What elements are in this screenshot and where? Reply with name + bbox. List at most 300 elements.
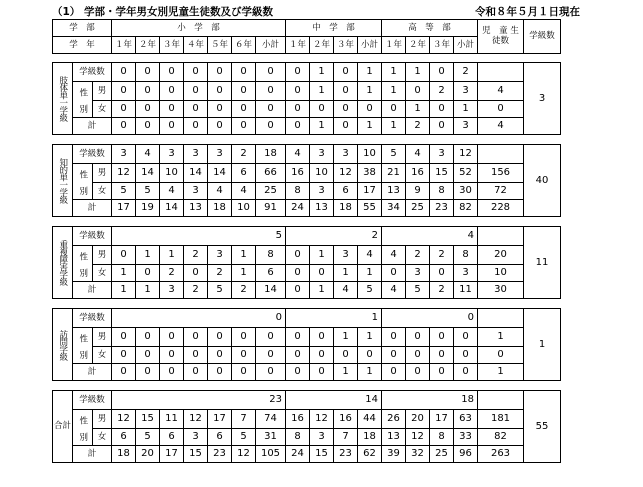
class-count-cell: 3: [334, 145, 358, 164]
count-cell: 3: [208, 246, 232, 265]
count-cell: 0: [256, 328, 286, 347]
count-cell: 0: [382, 347, 406, 364]
spacer-cell: [53, 381, 561, 391]
count-cell: 13: [310, 200, 334, 217]
count-cell: 0: [160, 82, 184, 101]
count-cell: 0: [406, 82, 430, 101]
count-cell: 6: [256, 265, 286, 282]
female-row: [53, 265, 561, 282]
count-cell: 1: [334, 364, 358, 381]
count-cell: 0: [310, 364, 334, 381]
count-cell: 2: [430, 282, 454, 299]
spacer-cell: [53, 135, 561, 145]
gender-label: 性 別: [73, 410, 93, 446]
class-count-cell: 0: [136, 63, 160, 82]
count-cell: 0: [112, 328, 136, 347]
group-name: 肢体単一学級: [53, 63, 73, 135]
grade-col-header: ３年: [160, 37, 184, 54]
count-cell: 13: [184, 200, 208, 217]
class-count-subtotal: 23: [112, 391, 286, 410]
gakubu-header: 学 部: [53, 20, 112, 37]
class-count-row: [53, 309, 561, 328]
count-cell: 14: [136, 164, 160, 183]
count-cell: 0: [286, 364, 310, 381]
count-cell: 5: [136, 183, 160, 200]
count-cell: 17: [430, 410, 454, 429]
count-cell: 0: [136, 347, 160, 364]
count-cell: 0: [232, 364, 256, 381]
students-header: 児 童 生徒数: [478, 20, 524, 54]
students-total: 82: [478, 429, 524, 446]
count-cell: 0: [256, 82, 286, 101]
count-cell: 8: [256, 246, 286, 265]
count-cell: 13: [382, 183, 406, 200]
count-cell: 33: [454, 429, 478, 446]
count-cell: 15: [430, 164, 454, 183]
count-cell: 0: [406, 364, 430, 381]
grade-col-header: １年: [112, 37, 136, 54]
class-count-label: 学級数: [73, 63, 112, 82]
count-cell: 1: [136, 282, 160, 299]
class-count-cell: 4: [406, 145, 430, 164]
grade-col-header: ２年: [310, 37, 334, 54]
as-of-date: 令和８年５月１日現在: [475, 6, 580, 18]
gender-sub-label: 女: [93, 101, 112, 118]
count-cell: 30: [454, 183, 478, 200]
count-cell: 0: [286, 328, 310, 347]
group-class-total: 3: [524, 63, 561, 135]
count-cell: 0: [430, 347, 454, 364]
student-count-table: [52, 19, 561, 463]
count-cell: 0: [382, 265, 406, 282]
count-cell: 0: [454, 328, 478, 347]
group-name: 訪問学級: [53, 309, 73, 381]
count-cell: 2: [430, 82, 454, 101]
gender-sub-label: 女: [93, 265, 112, 282]
count-cell: 5: [406, 282, 430, 299]
grade-col-header: ５年: [208, 37, 232, 54]
class-count-cell: 18: [256, 145, 286, 164]
students-total: 0: [478, 347, 524, 364]
count-cell: 0: [382, 328, 406, 347]
count-cell: 2: [430, 246, 454, 265]
count-cell: 26: [382, 410, 406, 429]
total-label: 計: [73, 282, 112, 299]
count-cell: 63: [454, 410, 478, 429]
students-total: 263: [478, 446, 524, 463]
class-count-cell: 0: [160, 63, 184, 82]
count-cell: 0: [286, 265, 310, 282]
count-cell: 1: [160, 246, 184, 265]
count-cell: 4: [382, 282, 406, 299]
count-cell: 8: [286, 429, 310, 446]
count-cell: 5: [136, 429, 160, 446]
grade-col-header: ６年: [232, 37, 256, 54]
count-cell: 2: [208, 265, 232, 282]
count-cell: 0: [406, 328, 430, 347]
count-cell: 18: [208, 200, 232, 217]
count-cell: 8: [430, 183, 454, 200]
count-cell: 0: [358, 101, 382, 118]
count-cell: 0: [232, 82, 256, 101]
count-cell: 25: [256, 183, 286, 200]
count-cell: 6: [232, 164, 256, 183]
class-count-cell: 3: [310, 145, 334, 164]
class-count-row: [53, 145, 561, 164]
class-count-cell: 4: [136, 145, 160, 164]
class-count-cell: 0: [232, 63, 256, 82]
count-cell: 3: [406, 265, 430, 282]
count-cell: 17: [358, 183, 382, 200]
count-cell: 4: [232, 183, 256, 200]
count-cell: 0: [136, 82, 160, 101]
count-cell: 0: [334, 347, 358, 364]
grade-col-header: ４年: [184, 37, 208, 54]
count-cell: 1: [382, 118, 406, 135]
class-count-subtotal: 14: [286, 391, 382, 410]
count-cell: 6: [112, 429, 136, 446]
grade-col-header: 小計: [358, 37, 382, 54]
count-cell: 39: [382, 446, 406, 463]
count-cell: 16: [286, 410, 310, 429]
class-count-label: 学級数: [73, 145, 112, 164]
grade-col-header: ２年: [136, 37, 160, 54]
count-cell: 0: [112, 364, 136, 381]
count-cell: 0: [136, 364, 160, 381]
group-spacer: [53, 54, 561, 63]
group-spacer: [53, 381, 561, 391]
count-cell: 0: [256, 118, 286, 135]
count-cell: 0: [310, 347, 334, 364]
count-cell: 0: [184, 328, 208, 347]
class-count-subtotal: 0: [382, 309, 478, 328]
gender-label: 性 別: [73, 328, 93, 364]
class-count-row: [53, 227, 561, 246]
count-cell: 7: [232, 410, 256, 429]
count-cell: 1: [310, 246, 334, 265]
count-cell: 0: [184, 82, 208, 101]
grade-col-header: 小計: [256, 37, 286, 54]
count-cell: 1: [310, 82, 334, 101]
page-header: [52, 4, 580, 18]
count-cell: 23: [208, 446, 232, 463]
count-cell: 1: [358, 328, 382, 347]
total-row: [53, 200, 561, 217]
class-count-row: [53, 391, 561, 410]
group-spacer: [53, 217, 561, 227]
group-name: 知的単一学級: [53, 145, 73, 217]
count-cell: 0: [430, 364, 454, 381]
count-cell: 11: [160, 410, 184, 429]
count-cell: 1: [454, 101, 478, 118]
class-count-cell: 3: [184, 145, 208, 164]
class-count-cell: 1: [382, 63, 406, 82]
count-cell: 3: [454, 82, 478, 101]
count-cell: 0: [310, 328, 334, 347]
count-cell: 7: [334, 429, 358, 446]
count-cell: 0: [286, 101, 310, 118]
grade-col-header: １年: [286, 37, 310, 54]
count-cell: 0: [232, 328, 256, 347]
group-class-total: 1: [524, 309, 561, 381]
count-cell: 0: [334, 82, 358, 101]
spacer-cell: [53, 217, 561, 227]
count-cell: 0: [136, 101, 160, 118]
count-cell: 0: [430, 328, 454, 347]
total-label: 計: [73, 200, 112, 217]
count-cell: 0: [232, 118, 256, 135]
count-cell: 1: [232, 265, 256, 282]
count-cell: 4: [160, 183, 184, 200]
class-count-subtotal: 2: [286, 227, 382, 246]
students-total: 10: [478, 265, 524, 282]
count-cell: 3: [454, 265, 478, 282]
male-row: [53, 328, 561, 347]
count-cell: 0: [334, 118, 358, 135]
count-cell: 0: [334, 101, 358, 118]
count-cell: 0: [208, 118, 232, 135]
count-cell: 0: [382, 101, 406, 118]
class-count-cell: 3: [160, 145, 184, 164]
count-cell: 23: [334, 446, 358, 463]
count-cell: 2: [406, 246, 430, 265]
students-empty: [478, 63, 524, 82]
count-cell: 6: [208, 429, 232, 446]
gakunen-header: 学 年: [53, 37, 112, 54]
class-count-cell: 0: [112, 63, 136, 82]
group-spacer: [53, 299, 561, 309]
total-label: 計: [73, 446, 112, 463]
count-cell: 34: [382, 200, 406, 217]
count-cell: 3: [334, 246, 358, 265]
count-cell: 0: [136, 328, 160, 347]
count-cell: 1: [310, 282, 334, 299]
class-count-subtotal: 1: [286, 309, 382, 328]
total-row: [53, 118, 561, 135]
count-cell: 17: [112, 200, 136, 217]
count-cell: 12: [334, 164, 358, 183]
class-count-cell: 2: [232, 145, 256, 164]
count-cell: 1: [358, 364, 382, 381]
count-cell: 10: [232, 200, 256, 217]
count-cell: 8: [430, 429, 454, 446]
students-total: 30: [478, 282, 524, 299]
group-name: 合計: [53, 391, 73, 463]
grade-col-header: 小計: [454, 37, 478, 54]
count-cell: 62: [358, 446, 382, 463]
count-cell: 0: [208, 364, 232, 381]
count-cell: 10: [160, 164, 184, 183]
spacer-cell: [53, 299, 561, 309]
count-cell: 11: [454, 282, 478, 299]
count-cell: 1: [136, 246, 160, 265]
total-row: [53, 282, 561, 299]
class-count-label: 学級数: [73, 227, 112, 246]
count-cell: 1: [310, 118, 334, 135]
count-cell: 0: [256, 347, 286, 364]
count-cell: 0: [160, 101, 184, 118]
class-count-cell: 3: [208, 145, 232, 164]
count-cell: 0: [160, 328, 184, 347]
class-count-cell: 12: [454, 145, 478, 164]
count-cell: 0: [256, 364, 286, 381]
count-cell: 0: [430, 101, 454, 118]
class-count-cell: 4: [286, 145, 310, 164]
class-count-cell: 5: [382, 145, 406, 164]
count-cell: 15: [310, 446, 334, 463]
count-cell: 0: [286, 82, 310, 101]
count-cell: 20: [406, 410, 430, 429]
students-total: 1: [478, 328, 524, 347]
count-cell: 0: [358, 347, 382, 364]
count-cell: 38: [358, 164, 382, 183]
students-total: 1: [478, 364, 524, 381]
grade-col-header: ３年: [334, 37, 358, 54]
count-cell: 14: [184, 164, 208, 183]
count-cell: 2: [184, 246, 208, 265]
count-cell: 20: [136, 446, 160, 463]
female-row: [53, 183, 561, 200]
count-cell: 13: [382, 429, 406, 446]
count-cell: 0: [286, 282, 310, 299]
students-empty: [478, 145, 524, 164]
female-row: [53, 429, 561, 446]
count-cell: 24: [286, 200, 310, 217]
group-class-total: 40: [524, 145, 561, 217]
count-cell: 0: [286, 246, 310, 265]
male-row: [53, 410, 561, 429]
count-cell: 6: [160, 429, 184, 446]
count-cell: 0: [184, 347, 208, 364]
count-cell: 9: [406, 183, 430, 200]
count-cell: 0: [454, 347, 478, 364]
class-count-subtotal: 5: [112, 227, 286, 246]
count-cell: 3: [184, 183, 208, 200]
count-cell: 3: [310, 183, 334, 200]
count-cell: 23: [430, 200, 454, 217]
count-cell: 5: [232, 429, 256, 446]
count-cell: 1: [112, 282, 136, 299]
count-cell: 12: [112, 164, 136, 183]
count-cell: 66: [256, 164, 286, 183]
class-count-cell: 3: [430, 145, 454, 164]
count-cell: 16: [286, 164, 310, 183]
gender-label: 性 別: [73, 164, 93, 200]
count-cell: 5: [112, 183, 136, 200]
count-cell: 0: [430, 265, 454, 282]
count-cell: 2: [184, 282, 208, 299]
count-cell: 0: [112, 347, 136, 364]
count-cell: 15: [136, 410, 160, 429]
count-cell: 0: [286, 118, 310, 135]
grade-col-header: ２年: [406, 37, 430, 54]
count-cell: 8: [286, 183, 310, 200]
header-row-1: [53, 20, 561, 37]
count-cell: 0: [208, 347, 232, 364]
students-total: 0: [478, 101, 524, 118]
count-cell: 2: [406, 118, 430, 135]
class-count-row: [53, 63, 561, 82]
class-count-label: 学級数: [73, 309, 112, 328]
count-cell: 18: [358, 429, 382, 446]
total-label: 計: [73, 118, 112, 135]
count-cell: 17: [208, 410, 232, 429]
gender-sub-label: 女: [93, 347, 112, 364]
count-cell: 16: [406, 164, 430, 183]
class-count-cell: 0: [286, 63, 310, 82]
students-total: 20: [478, 246, 524, 265]
count-cell: 82: [454, 200, 478, 217]
count-cell: 2: [160, 265, 184, 282]
count-cell: 3: [160, 282, 184, 299]
count-cell: 0: [160, 118, 184, 135]
count-cell: 44: [358, 410, 382, 429]
count-cell: 14: [208, 164, 232, 183]
count-cell: 0: [232, 347, 256, 364]
count-cell: 1: [406, 101, 430, 118]
count-cell: 0: [310, 265, 334, 282]
classes-header: 学級数: [524, 20, 561, 54]
count-cell: 4: [358, 246, 382, 265]
count-cell: 18: [112, 446, 136, 463]
count-cell: 0: [184, 118, 208, 135]
count-cell: 25: [430, 446, 454, 463]
high-school-header: 高 等 部: [382, 20, 478, 37]
group-spacer: [53, 135, 561, 145]
count-cell: 12: [310, 410, 334, 429]
female-row: [53, 347, 561, 364]
count-cell: 3: [454, 118, 478, 135]
count-cell: 12: [232, 446, 256, 463]
class-count-cell: 0: [256, 63, 286, 82]
count-cell: 24: [286, 446, 310, 463]
count-cell: 1: [358, 265, 382, 282]
male-row: [53, 164, 561, 183]
count-cell: 1: [358, 82, 382, 101]
count-cell: 4: [382, 246, 406, 265]
students-total: 4: [478, 82, 524, 101]
count-cell: 2: [232, 282, 256, 299]
table-title: （1） 学部・学年男女別児童生徒数及び学級数: [52, 6, 273, 18]
count-cell: 16: [334, 410, 358, 429]
class-count-cell: 0: [430, 63, 454, 82]
count-cell: 4: [334, 282, 358, 299]
students-empty: [478, 309, 524, 328]
total-label: 計: [73, 364, 112, 381]
class-count-cell: 3: [112, 145, 136, 164]
count-cell: 91: [256, 200, 286, 217]
count-cell: 17: [160, 446, 184, 463]
count-cell: 1: [112, 265, 136, 282]
male-row: [53, 246, 561, 265]
total-row: [53, 364, 561, 381]
count-cell: 0: [454, 364, 478, 381]
students-total: 4: [478, 118, 524, 135]
count-cell: 1: [382, 82, 406, 101]
count-cell: 31: [256, 429, 286, 446]
count-cell: 32: [406, 446, 430, 463]
gender-sub-label: 男: [93, 82, 112, 101]
class-count-subtotal: 4: [382, 227, 478, 246]
count-cell: 0: [160, 347, 184, 364]
gender-label: 性 別: [73, 246, 93, 282]
junior-high-header: 中 学 部: [286, 20, 382, 37]
count-cell: 18: [334, 200, 358, 217]
count-cell: 0: [382, 364, 406, 381]
count-cell: 0: [184, 364, 208, 381]
count-cell: 12: [184, 410, 208, 429]
count-cell: 0: [208, 101, 232, 118]
